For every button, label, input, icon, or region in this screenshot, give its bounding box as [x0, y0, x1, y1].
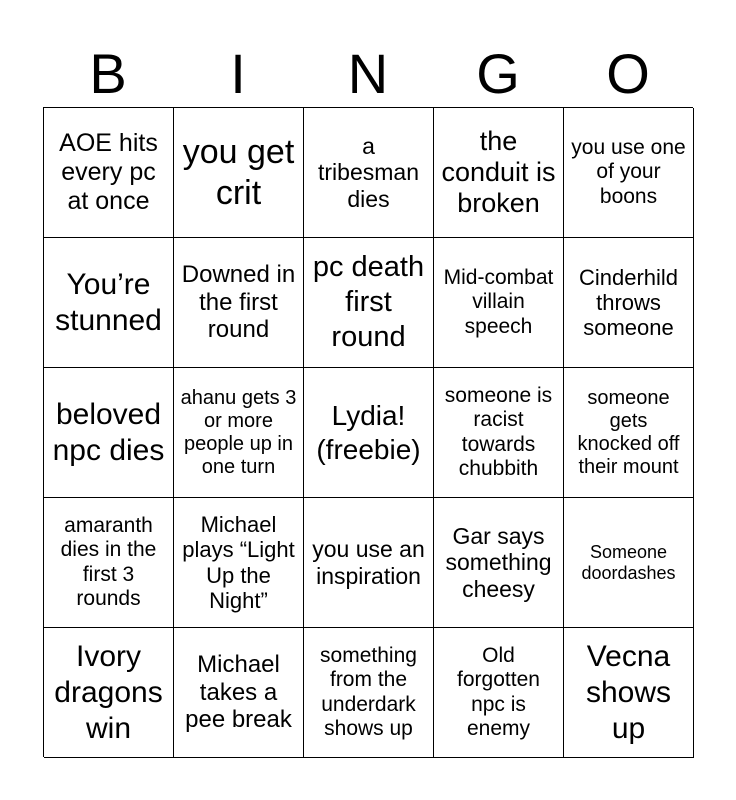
- header-letter-i: I: [230, 42, 246, 105]
- cell-text: you get crit: [182, 132, 295, 212]
- bingo-cell[interactable]: [44, 238, 174, 368]
- cell-text: AOE hits every pc at once: [59, 129, 158, 215]
- cell-text: someone gets knocked off their mount: [577, 386, 680, 478]
- bingo-cell[interactable]: [44, 498, 174, 628]
- cell-text: something from the underdark shows up: [320, 644, 417, 740]
- bingo-cell[interactable]: [434, 628, 564, 758]
- cell-text: You’re stunned: [55, 267, 162, 337]
- cell-text: you use one of your boons: [571, 136, 686, 208]
- bingo-cell[interactable]: [174, 368, 304, 498]
- bingo-cell[interactable]: [174, 498, 304, 628]
- cell-text: Someone doordashes: [581, 541, 676, 583]
- cell-text: beloved npc dies: [52, 397, 165, 467]
- cell-text: Old forgotten npc is enemy: [457, 644, 540, 740]
- cell-text: Ivory dragons win: [54, 639, 163, 745]
- cell-text: Michael takes a pee break: [185, 651, 292, 734]
- bingo-cell[interactable]: [304, 498, 434, 628]
- bingo-cell[interactable]: [434, 498, 564, 628]
- cell-text: pc death first round: [312, 251, 425, 353]
- cell-text: amaranth dies in the first 3 rounds: [60, 514, 157, 610]
- bingo-cell[interactable]: [44, 628, 174, 758]
- bingo-header: [43, 40, 693, 108]
- cell-text: Vecna shows up: [585, 639, 672, 745]
- cell-text: ahanu gets 3 or more people up in one turn: [180, 386, 297, 478]
- header-letter-o: O: [606, 42, 650, 105]
- bingo-cell[interactable]: [564, 368, 694, 498]
- header-letter-b: B: [89, 42, 127, 105]
- cell-text: Gar says something cheesy: [445, 522, 552, 602]
- cell-text: a tribesman dies: [318, 132, 419, 212]
- cell-text: the conduit is broken: [441, 125, 556, 219]
- bingo-cell[interactable]: [434, 368, 564, 498]
- cell-text: Mid-combat villain speech: [443, 266, 554, 338]
- bingo-cell[interactable]: [44, 108, 174, 238]
- bingo-cell[interactable]: [564, 628, 694, 758]
- bingo-cell[interactable]: [434, 238, 564, 368]
- bingo-cell[interactable]: [174, 108, 304, 238]
- bingo-cell[interactable]: [564, 498, 694, 628]
- free-space-cell[interactable]: [304, 368, 434, 498]
- bingo-cell[interactable]: [174, 238, 304, 368]
- bingo-cell[interactable]: [304, 628, 434, 758]
- bingo-cell[interactable]: [174, 628, 304, 758]
- bingo-cell[interactable]: [304, 238, 434, 368]
- cell-text: Cinderhild throws someone: [578, 264, 679, 341]
- bingo-cell[interactable]: [304, 108, 434, 238]
- header-letter-g: G: [476, 42, 520, 105]
- cell-text: someone is racist towards chubbith: [444, 384, 553, 480]
- bingo-cell[interactable]: [434, 108, 564, 238]
- cell-text: Michael plays “Light Up the Night”: [182, 511, 295, 613]
- bingo-cell[interactable]: [44, 368, 174, 498]
- cell-text: Downed in the first round: [181, 261, 296, 344]
- bingo-cell[interactable]: [564, 238, 694, 368]
- cell-text: you use an inspiration: [312, 536, 425, 589]
- header-letter-n: N: [347, 42, 389, 105]
- bingo-cell[interactable]: [564, 108, 694, 238]
- bingo-board: [43, 107, 693, 757]
- cell-text: Lydia! (freebie): [316, 399, 421, 465]
